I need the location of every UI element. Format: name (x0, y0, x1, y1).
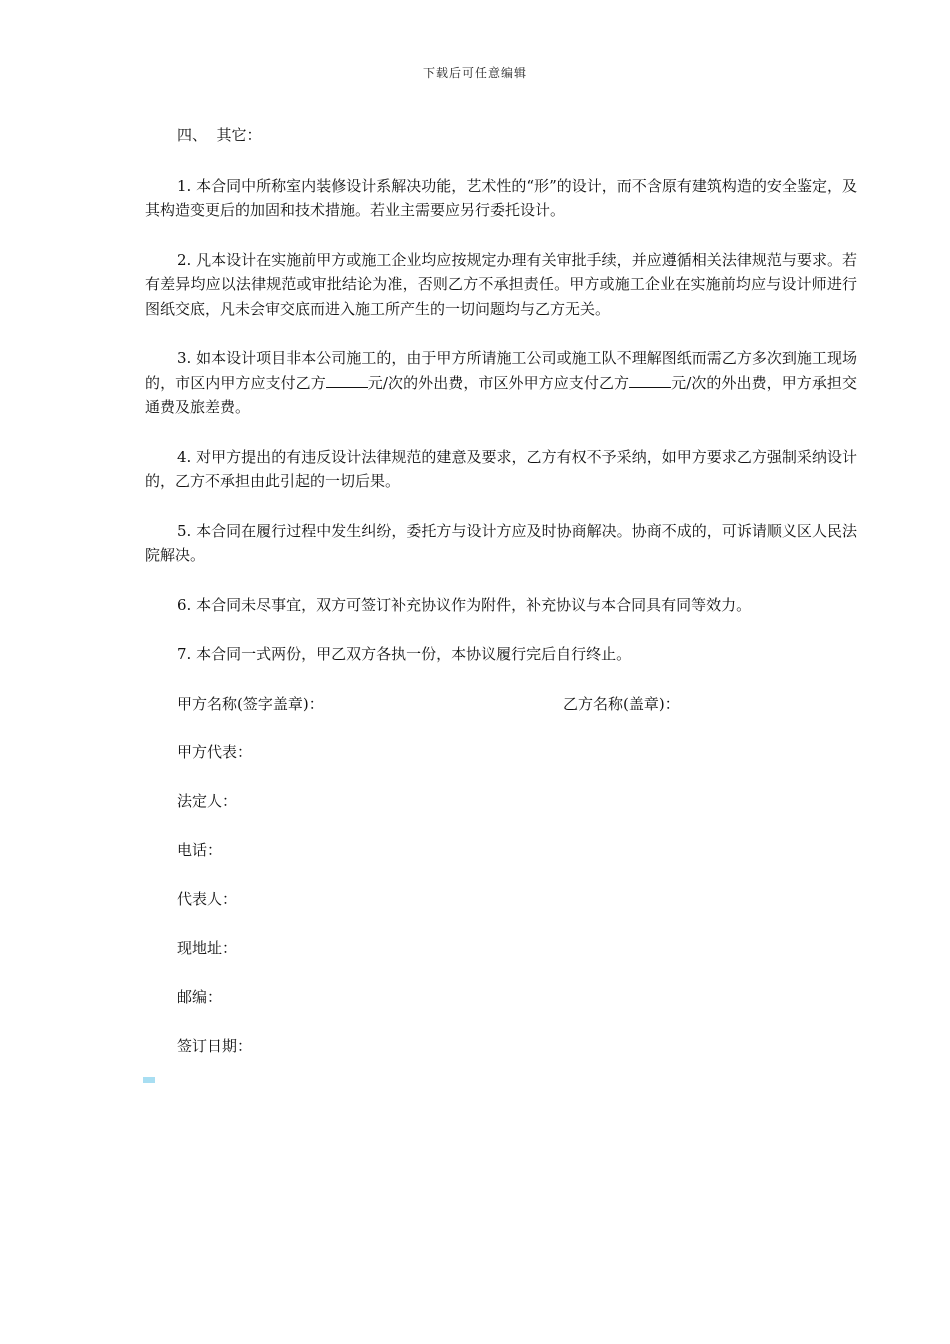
clause-3-part-3: 元/次的外出费，甲方承担交通费及旅差费。 (145, 373, 857, 416)
field-phone: 电话： (177, 840, 223, 859)
field-address: 现地址： (177, 938, 238, 957)
page-header: 下载后可任意编辑 (422, 66, 527, 80)
clause-3 (145, 346, 857, 420)
clause-5: 5. 本合同在履行过程中发生纠纷，委托方与设计方应及时协商解决。协商不成的，可诉请顺义区人民法院解决。 (145, 521, 857, 564)
fee-blank-suburban (629, 373, 671, 388)
section-title: 四、 其它： (177, 126, 262, 144)
field-representative: 代表人： (177, 889, 238, 908)
signature-row (145, 692, 857, 716)
clause-6: 6. 本合同未尽事宜，双方可签订补充协议作为附件，补充协议与本合同具有同等效力。 (177, 595, 752, 614)
field-legal-person: 法定人： (177, 791, 238, 810)
clause-7: 7. 本合同一式两份，甲乙双方各执一份，本协议履行完后自行终止。 (177, 645, 632, 663)
field-postcode: 邮编： (177, 987, 223, 1006)
highlight-marker (143, 1077, 155, 1083)
clause-2: 2. 凡本设计在实施前甲方或施工企业均应按规定办理有关审批手续，并应遵循相关法律规范与要求。若有差异均应以法律规范或审批结论为准，否则乙方不承担责任。甲方或施工企业在实施前均应与设计师进行图纸交底，凡未会审交底而进入施工所产生的一切问题均与乙方无关。 (145, 250, 857, 318)
fee-blank-urban (326, 373, 368, 388)
clause-1: 1. 本合同中所称室内装修设计系解决功能，艺术性的“形”的设计，而不含原有建筑构造的安全鉴定，及其构造变更后的加固和技术措施。若业主需要应另行委托设计。 (145, 176, 857, 219)
party-b-signature-label: 乙方名称(盖章)： (563, 694, 680, 713)
clause-4: 4. 对甲方提出的有违反设计法律规范的建意及要求，乙方有权不予采纳，如甲方要求乙方强制采纳设计的，乙方不承担由此引起的一切后果。 (145, 447, 857, 490)
clause-3-part-1: 3. 如本设计项目非本公司施工的，由于甲方所请施工公司或施工队不理解图纸而需乙方多次到施工现场的，市区内甲方应支付乙方 (145, 349, 857, 392)
document-body (145, 123, 857, 1083)
field-party-a-representative: 甲方代表： (177, 742, 253, 761)
clause-3-part-2: 元/次的外出费，市区外甲方应支付乙方 (367, 373, 630, 392)
field-signing-date: 签订日期： (177, 1036, 253, 1055)
party-a-signature-label: 甲方名称(签字盖章)： (177, 694, 324, 713)
